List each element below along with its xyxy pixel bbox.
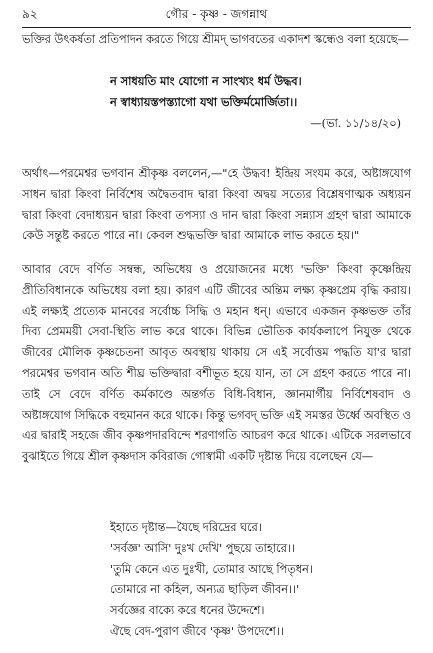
running-title: গৌর - কৃষ্ণ - জগন্নাথ (165, 7, 268, 21)
verse-line: ন সাধয়তি মাং যোগো ন সাংখ্যং ধর্ম উদ্ধব। (110, 74, 302, 88)
sanskrit-verse (110, 71, 411, 113)
verse-line: ঐছে বেদ-পুরাণ জীবে 'কৃষ্ণ' উপদেশে।। (110, 624, 284, 638)
verse-line: সর্বজ্ঞের বাক্যে করে ধনের উদ্দেশে। (110, 604, 265, 618)
header-rule (22, 27, 411, 28)
page-number: ৯২ (22, 7, 38, 21)
verse-line: ইহাতে দৃষ্টান্ত—যৈছে দরিদ্রের ঘরে। (110, 521, 262, 534)
verse-reference: —(ভা. ১১/১৪/২০) (310, 117, 401, 130)
intro-paragraph: ভক্তির উৎকর্ষতা প্রতিপাদন করতে গিয়ে শ্রীমদ্ ভাগবতের একাদশ স্কন্ধেও বলা হয়েছে— (22, 33, 409, 46)
verse-line: তোমারে না কহিল, অন্যত্র ছাড়িল জীবন।।' (110, 583, 300, 597)
bengali-verse (110, 518, 411, 643)
page-header (22, 6, 411, 24)
explanation-paragraph: আবার বেদে বর্ণিত সম্বন্ধ, অভিধেয় ও প্রয়োজনের মধ্যে 'ভক্তি' কিংবা কৃষ্ণেন্দ্রিয় প্রীতিবিধানকে অভিধেয় বলা হয়। কারণ এটি জীবের অন্তিম লক্ষ্য কৃষ্ণপ্রেম বৃদ্ধি করায়। এই লক্ষ্যই প্রত্যেক মানবের সর্বোচ্চ সিদ্ধি ও মহান ধন্। এভাবে একজন কৃষ্ণভক্ত তাঁর দিব্য প্রেমময়ী সেবা-স্থিতি লাভ করে থাকে। বিভিন্ন ভৌতিক কার্যকলাপে নিযুক্ত থেকে জীবের মৌলিক কৃষ্ণচেতনা আবৃত অবস্থায় থাকায় সে এই সর্বোত্তম পদ্ধতি যা'র দ্বারা পরমেশ্বর ভগবান অতি শীঘ্র ভক্তিদ্বারা বশীভূত হয়ে যান, তা সে গ্রহণ করতে পারে না। তাই সে বেদে বর্ণিত কর্মকাণ্ডে অন্তর্গত বিধি-বিধান, জ্ঞানমার্গীয় নির্বিশেষবাদ ও অষ্টাঙ্গযোগ সিদ্ধিকে বহুমানন করে থাকে। কিন্তু ভগবদ্ ভক্তি এই সমস্তর উর্ধ্বে অবস্থিত ও এর দ্বারাই সহজে জীব কৃষ্ণপদারবিন্দে শরণাগতি আচরণ করে থাকে। এটিকে সরলভাবে বুঝাইতে গিয়ে শ্রীল কৃষ্ণদাস কবিরাজ গোস্বামী একটি দৃষ্টান্ত দিয়ে বলেছেন যে— (22, 263, 411, 464)
verse-line: 'সর্বজ্ঞ' আসি' দুঃখ দেখি' পুছয়ে তাহারে।। (110, 541, 295, 555)
translation-paragraph: অর্থাৎ—পরমেশ্বর ভগবান শ্রীকৃষ্ণ বললেন,—"হে উদ্ধব! ইন্দ্রিয় সংযম করে, অষ্টাঙ্গযোগ সাধন দ্বারা কিংবা নির্বিশেষ অদ্বৈতবাদ দ্বারা কিংবা অদ্বয় সত্যের বিশ্লেষণাত্মক অধ্যয়ন দ্বারা কিংবা বেদাধ্যয়ন দ্বারা কিংবা তপস্যা ও দান দ্বারা কিংবা সন্ন্যাস গ্রহণ দ্বারা আমাকে কেউ সন্তুষ্ট করতে পারে না। কেবল শুদ্ধভক্তি দ্বারা আমাকে লাভ করতে হয়।" (22, 167, 411, 243)
verse-line: 'তুমি কেনে এত দুঃখী, তোমার আছে পিতৃধন। (110, 562, 313, 576)
verse-line: ন স্বাধ্যায়স্তপস্ত্যাগো যথা ভক্তির্মমোর্জিতা।। (110, 94, 298, 109)
